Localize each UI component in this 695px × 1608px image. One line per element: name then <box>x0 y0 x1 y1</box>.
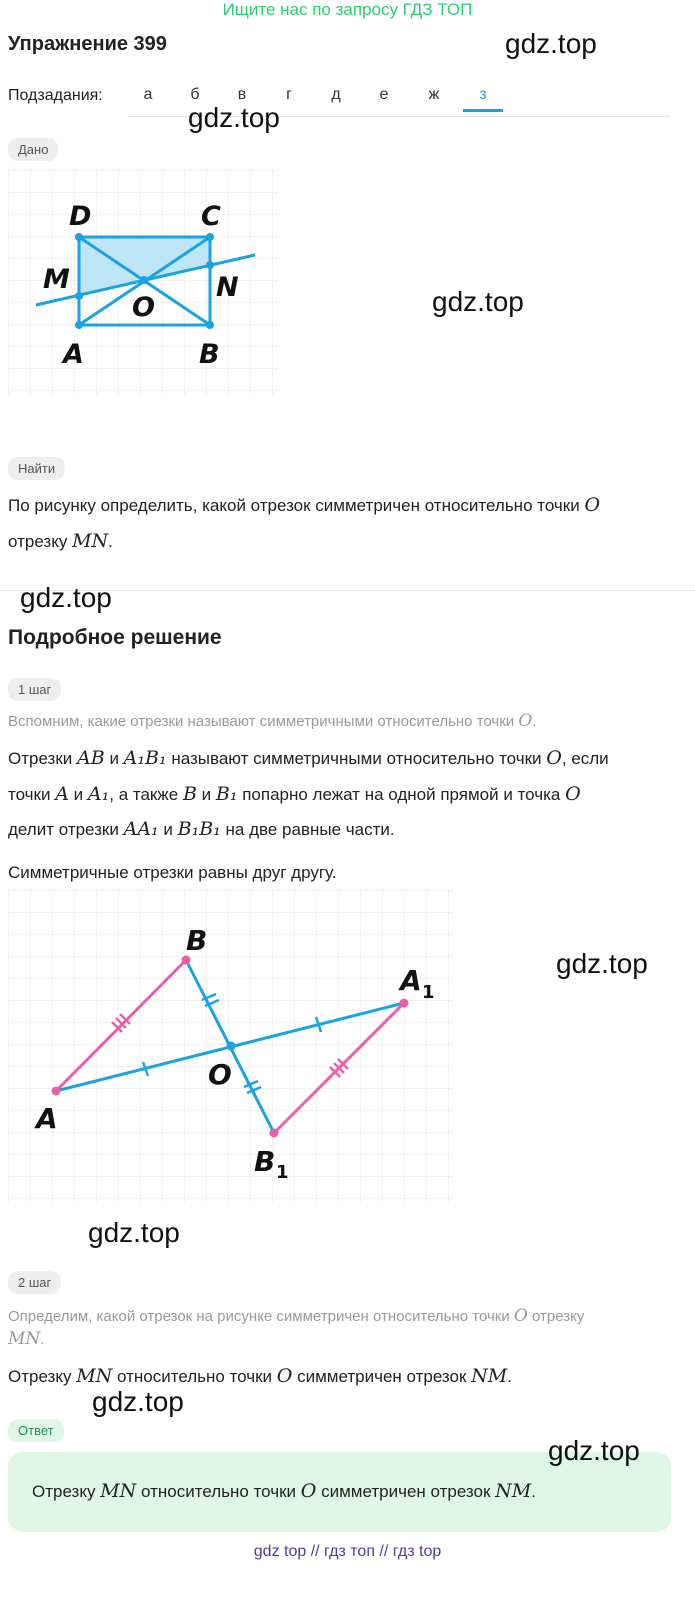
math-o: O <box>300 1480 317 1502</box>
label-c: C <box>201 201 221 232</box>
find-text-line2 <box>8 529 113 554</box>
text: . <box>507 1367 512 1386</box>
math-a1b1: A₁B₁ <box>123 747 167 769</box>
point-a <box>75 321 83 329</box>
watermark: gdz.top <box>92 1386 184 1417</box>
label-a1: A <box>400 964 422 997</box>
point-a1 <box>400 999 409 1008</box>
label-b: B <box>186 924 208 957</box>
given-figure <box>8 170 283 398</box>
watermark: gdz.top <box>188 102 280 133</box>
point-m <box>75 292 83 300</box>
label-a: A <box>63 339 84 370</box>
find-text-line1 <box>8 493 688 518</box>
label-n: N <box>216 272 239 303</box>
text: Отрезку <box>8 1367 72 1386</box>
watermark: gdz.top <box>88 1217 180 1248</box>
text: , а также <box>109 785 179 804</box>
tab-b[interactable]: б <box>190 86 200 103</box>
hint-text: . <box>40 1331 45 1348</box>
watermark: gdz.top <box>20 582 112 613</box>
step1-hint <box>8 711 688 731</box>
point-d <box>75 233 83 241</box>
text: и <box>201 785 212 804</box>
label-b1-sub: 1 <box>276 1162 289 1183</box>
find-text: отрезку <box>8 532 68 551</box>
label-m: M <box>43 264 70 295</box>
text: относительно точки <box>117 1367 273 1386</box>
answer-chip: Ответ <box>8 1419 64 1442</box>
math-mn: MN <box>8 1329 41 1349</box>
math-b1b1: B₁B₁ <box>177 818 221 840</box>
math-mn: MN <box>76 1365 113 1387</box>
math-aa1: AA₁ <box>123 818 159 840</box>
point-c <box>206 233 214 241</box>
point-o <box>227 1042 236 1051</box>
label-o: O <box>132 292 155 323</box>
math-a: A <box>55 783 69 805</box>
step1-paragraph1 <box>8 746 688 771</box>
text: делит отрезки <box>8 820 119 839</box>
math-o: O <box>546 747 562 769</box>
text: симметричен отрезок <box>297 1367 467 1386</box>
math-o: O <box>518 711 533 731</box>
math-mn: MN <box>100 1480 137 1502</box>
step1-paragraph3 <box>8 817 688 842</box>
tab-z[interactable]: з <box>479 86 487 103</box>
step1-paragraph2 <box>8 782 688 807</box>
symmetry-figure <box>8 890 458 1210</box>
math-nm: NM <box>495 1480 532 1502</box>
tab-zh[interactable]: ж <box>428 86 440 103</box>
tab-g[interactable]: г <box>286 86 292 103</box>
find-text: . <box>108 532 113 551</box>
point-o <box>140 276 148 284</box>
text: и <box>73 785 84 804</box>
watermark: gdz.top <box>556 948 648 979</box>
tab-e[interactable]: е <box>379 86 389 103</box>
math-a1: A₁ <box>87 783 110 805</box>
hint-text: . <box>532 713 537 730</box>
step2-chip: 2 шаг <box>8 1271 61 1294</box>
label-b: B <box>199 339 220 370</box>
label-a1-sub: 1 <box>422 982 435 1003</box>
point-b1 <box>270 1129 279 1138</box>
step1-chip: 1 шаг <box>8 678 61 701</box>
find-text: По рисунку определить, какой отрезок симметричен относительно точки <box>8 496 580 515</box>
footer-links[interactable]: gdz top // гдз топ // гдз top <box>253 1543 442 1560</box>
label-d: D <box>69 201 92 232</box>
watermark: gdz.top <box>432 286 524 317</box>
math-o: O <box>276 1365 293 1387</box>
tab-a[interactable]: а <box>143 86 153 103</box>
hint-text: Определим, какой отрезок на рисунке симметричен относительно точки <box>8 1308 510 1325</box>
text: называют симметричными относительно точки <box>171 749 542 768</box>
top-banner[interactable]: Ищите нас по запросу ГДЗ ТОП <box>222 0 473 19</box>
text: точки <box>8 785 51 804</box>
label-a: A <box>36 1102 58 1135</box>
math-b1: B₁ <box>215 783 238 805</box>
watermark: gdz.top <box>548 1435 640 1466</box>
math-ab: AB <box>77 747 105 769</box>
hint-text: отрезку <box>532 1308 585 1325</box>
math-b: B <box>182 783 197 805</box>
point-a <box>52 1087 61 1096</box>
point-n <box>206 261 214 269</box>
math-o: O <box>513 1306 528 1326</box>
exercise-title: Упражнение 399 <box>8 33 167 55</box>
point-b <box>206 321 214 329</box>
tab-d[interactable]: д <box>331 86 341 103</box>
text: относительно точки <box>141 1482 297 1501</box>
text: на две равные части. <box>225 820 395 839</box>
tab-v[interactable]: в <box>237 86 247 103</box>
find-chip: Найти <box>8 457 65 480</box>
label-o: O <box>208 1058 232 1091</box>
subtasks-label: Подзадания: <box>8 87 103 104</box>
solution-heading: Подробное решение <box>8 626 222 649</box>
math-nm: NM <box>471 1365 508 1387</box>
text: Отрезку <box>32 1482 96 1501</box>
hint-text: Вспомним, какие отрезки называют симметричными относительно точки <box>8 713 515 730</box>
answer-text <box>32 1479 662 1504</box>
text: и <box>163 820 173 839</box>
active-tab-indicator <box>463 109 503 112</box>
text: Отрезки <box>8 749 73 768</box>
text: , если <box>561 749 609 768</box>
watermark: gdz.top <box>505 28 597 59</box>
step1-paragraph4: Симметричные отрезки равны друг другу. <box>8 863 337 882</box>
step2-hint <box>8 1305 668 1351</box>
text: попарно лежат на одной прямой и точка <box>242 785 561 804</box>
label-b1: B <box>254 1145 276 1178</box>
given-chip: Дано <box>8 138 58 161</box>
text: симметричен отрезок <box>321 1482 491 1501</box>
text: и <box>109 749 119 768</box>
math-mn: MN <box>72 530 109 552</box>
math-o: O <box>584 494 601 516</box>
text: . <box>531 1482 536 1501</box>
math-o: O <box>565 783 581 805</box>
